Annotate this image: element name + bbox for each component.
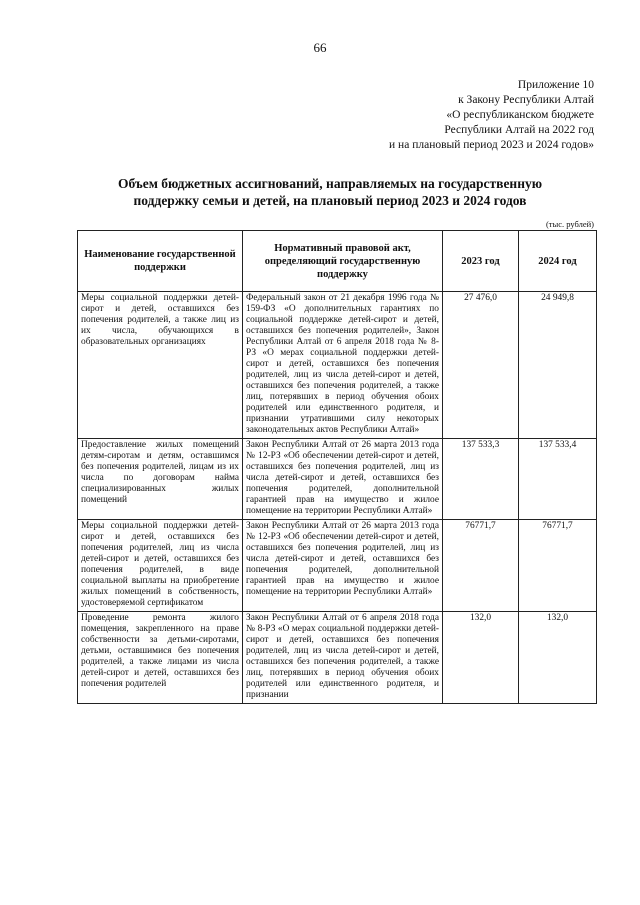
cell-2024: 137 533,4: [519, 439, 597, 520]
cell-name: Предоставление жилых помещений детям-сиротам и детям, оставшимся без попечения родителей, лицам из их числа по договорам найма специализированных жилых помещений: [78, 439, 243, 520]
cell-act: Закон Республики Алтай от 6 апреля 2018 года № 8-РЗ «О мерах социальной поддержки детей-сирот и детей, оставшихся без попечения родителей, лиц из числа детей-сирот и детей, оставшихся без попечения родителей, а также лиц, потерявших в период обучения обоих родителей или единственного родителя, и признании: [243, 612, 443, 704]
header-act: Нормативный правовой акт, определяющий государственную поддержку: [243, 231, 443, 292]
cell-name: Проведение ремонта жилого помещения, закрепленного на праве собственности за детьми-сиротами, детьми, оставшимися без попечения родителей, а также лицами из числа детей-сирот и детей, оставшихся без попечения родителей: [78, 612, 243, 704]
appendix-line: «О республиканском бюджете: [446, 109, 594, 121]
appendix-header: [389, 78, 594, 153]
cell-2023: 27 476,0: [443, 292, 519, 439]
cell-2024: 132,0: [519, 612, 597, 704]
title-line: Объем бюджетных ассигнований, направляемых на государственную: [117, 176, 543, 191]
table-row: [78, 292, 597, 439]
cell-2023: 132,0: [443, 612, 519, 704]
appendix-line: к Закону Республики Алтай: [458, 94, 594, 106]
header-2023: 2023 год: [443, 231, 519, 292]
table-row: [78, 439, 597, 520]
appendix-line: Республики Алтай на 2022 год: [444, 124, 594, 136]
budget-table: [77, 230, 597, 704]
page-number: 66: [313, 40, 327, 55]
table-row: [78, 520, 597, 612]
units-label: (тыс. рублей): [545, 219, 594, 229]
cell-2023: 137 533,3: [443, 439, 519, 520]
cell-name: Меры социальной поддержки детей-сирот и детей, оставшихся без попечения родителей, а также лиц из их числа, обучающихся в образовательных организациях: [78, 292, 243, 439]
cell-name: Меры социальной поддержки детей-сирот и детей, оставшихся без попечения родителей, лиц из числа детей-сирот и детей, оставшихся без попечения родителей, в виде социальной выплаты на приобретение жилых помещений в собственность, удостоверяемой сертификатом: [78, 520, 243, 612]
table-row: [78, 612, 597, 704]
table-header-row: [78, 231, 597, 292]
cell-act: Федеральный закон от 21 декабря 1996 года № 159-ФЗ «О дополнительных гарантиях по социальной поддержке детей-сирот и детей, оставшихся без попечения родителей», Закон Республики Алтай от 6 апреля 2018 года № 8-РЗ «О мерах социальной поддержки детей-сирот и детей, оставшихся без попечения родителей, лиц из числа детей-сирот и детей, оставшихся без попечения родителей, а также лиц, потерявших в период обучения обоих родителей или единственного родителя, и признании утратившими силу некоторых законодательных актов Республики Алтай»: [243, 292, 443, 439]
document-title: [70, 175, 590, 209]
cell-act: Закон Республики Алтай от 26 марта 2013 года № 12-РЗ «Об обеспечении детей-сирот и детей, оставшихся без попечения родителей, лиц из числа детей-сирот и детей, оставшихся без попечения родителей, дополнительной гарантией прав на имущество и жилое помещение на территории Республики Алтай»: [243, 520, 443, 612]
title-line: поддержку семьи и детей, на плановый период 2023 и 2024 годов: [133, 193, 527, 208]
cell-2023: 76771,7: [443, 520, 519, 612]
cell-act: Закон Республики Алтай от 26 марта 2013 года № 12-РЗ «Об обеспечении детей-сирот и детей, оставшихся без попечения родителей, лиц из числа детей-сирот и детей, оставшихся без попечения родителей, дополнительной гарантией прав на имущество и жилое помещение на территории Республики Алтай»: [243, 439, 443, 520]
cell-2024: 24 949,8: [519, 292, 597, 439]
header-name: Наименование государственной поддержки: [78, 231, 243, 292]
header-2024: 2024 год: [519, 231, 597, 292]
cell-2024: 76771,7: [519, 520, 597, 612]
appendix-line: и на плановый период 2023 и 2024 годов»: [389, 139, 594, 151]
appendix-line: Приложение 10: [517, 79, 594, 91]
